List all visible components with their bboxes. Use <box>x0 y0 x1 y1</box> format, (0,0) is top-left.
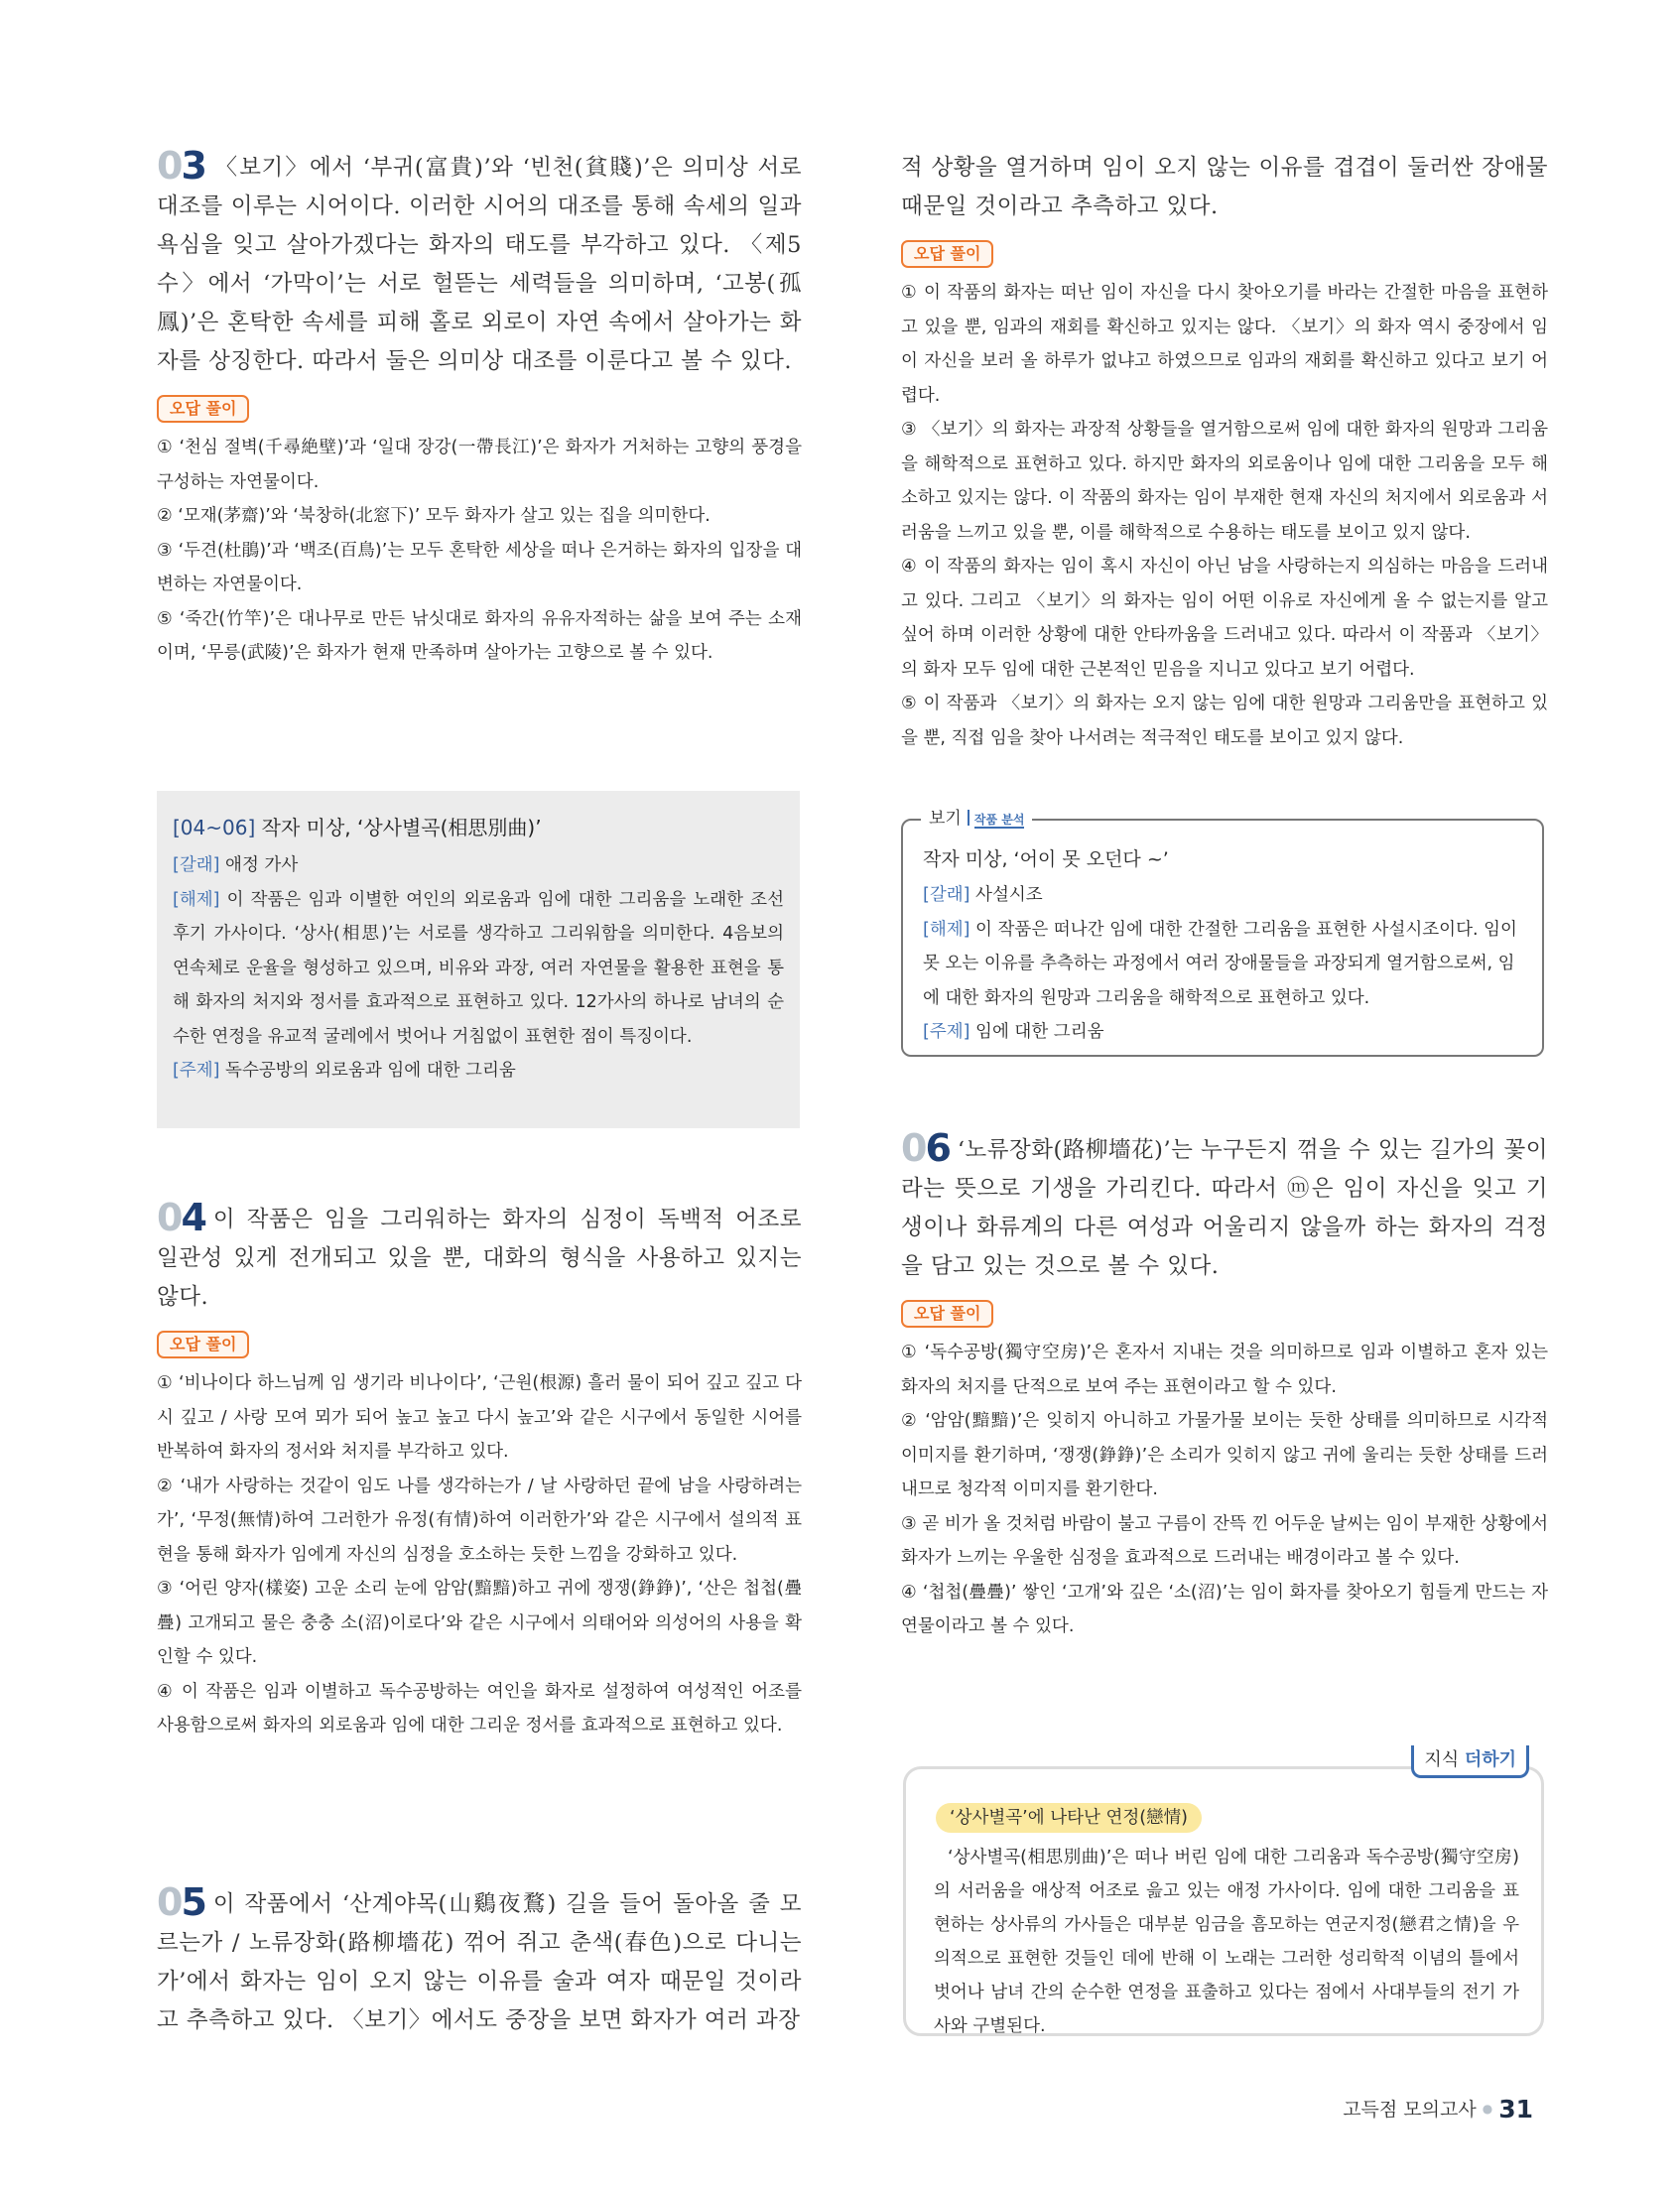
q04-section <box>157 1196 802 1743</box>
q05-continuation <box>901 149 1548 755</box>
q03-section <box>157 144 802 671</box>
page-number: 31 <box>1498 2095 1533 2124</box>
wrong-answer-item: ② ‘내가 사랑하는 것같이 임도 나를 생각하는가 / 날 사랑하던 끝에 남을 사랑하려는가’, ‘무정(無情)하여 그러한가 유정(有情)하여 이러한가’와 같은 시구에서 설의적 표현을 통해 화자가 임에게 자신의 심정을 호소하는 듯한 느낌을 강화하고 있다. <box>157 1476 802 1565</box>
wrong-answer-item: ③ 〈보기〉의 화자는 과장적 상황들을 열거함으로써 임에 대한 화자의 원망과 그리움을 해학적으로 표현하고 있다. 하지만 화자의 외로움이나 임에 대한 그리움을 모두 해소하고 있지는 않다. 이 작품의 화자는 임이 부재한 현재 자신의 처지에서 외로움과 서러움을 느끼고 있을 뿐, 이를 해학적으로 수용하는 태도를 보이고 있지 않다. <box>901 420 1548 543</box>
q06-section <box>901 1126 1548 1644</box>
page-footer <box>1343 2094 1533 2124</box>
wrong-answer-item: ③ 곧 비가 올 것처럼 바람이 불고 구름이 잔뜩 낀 어두운 날씨는 임이 부재한 상황에서 화자가 느끼는 우울한 심정을 효과적으로 드러내는 배경이라고 볼 수 있다. <box>901 1513 1548 1568</box>
question-number: 04 <box>157 1196 205 1239</box>
q04-explanation: 04 이 작품은 임을 그리워하는 화자의 심정이 독백적 어조로 일관성 있게 전개되고 있을 뿐, 대화의 형식을 사용하고 있지는 않다. <box>157 1196 802 1310</box>
question-number: 06 <box>901 1126 950 1170</box>
wrong-answer-badge: 오답 풀이 <box>157 395 249 423</box>
wrong-answer-item: ④ 이 작품은 임과 이별하고 독수공방하는 여인을 화자로 설정하여 여성적인 어조를 사용함으로써 화자의 외로움과 임에 대한 그리운 정서를 효과적으로 표현하고 있다. <box>157 1681 802 1736</box>
bogi-label: 보기 작품 분석 <box>921 807 1032 832</box>
wrong-answer-item: ① ‘독수공방(獨守空房)’은 혼자서 지내는 것을 의미하므로 임과 이별하고 혼자 있는 화자의 처지를 단적으로 보여 주는 표현이라고 할 수 있다. <box>901 1343 1548 1397</box>
bogi-theme: [주제] 임에 대한 그리움 <box>923 1022 1104 1042</box>
q06-explanation: 06 ‘노류장화(路柳墻花)’는 누구든지 꺾을 수 있는 길가의 꽃이라는 뜻으로 기생을 가리킨다. 따라서 ⓜ은 임이 자신을 잊고 기생이나 화류계의 다른 여성과 어울리지 않을까 하는 화자의 걱정을 담고 있는 것으로 볼 수 있다. <box>901 1126 1548 1279</box>
wrong-answer-badge: 오답 풀이 <box>901 240 993 268</box>
wrong-answer-badge: 오답 풀이 <box>901 1300 993 1328</box>
work-theme: [주제] 독수공방의 외로움과 임에 대한 그리움 <box>173 1061 516 1081</box>
knowledge-tip-label: 지식 더하기 <box>1411 1745 1529 1778</box>
wrong-answer-badge: 오답 풀이 <box>157 1331 249 1358</box>
wrong-answer-item: ④ ‘첩첩(疊疊)’ 쌓인 ‘고개’와 깊은 ‘소(沼)’는 임이 화자를 찾아오기 힘들게 만드는 자연물이라고 볼 수 있다. <box>901 1582 1548 1636</box>
bullet-icon: ● <box>1482 2102 1493 2116</box>
knowledge-tip-body: ‘상사별곡(相思別曲)’은 떠나 버린 임에 대한 그리움과 독수공방(獨守空房)의 서러움을 애상적 어조로 읊고 있는 애정 가사이다. 임에 대한 그리움을 표현하는 상사류의 가사들은 대부분 임금을 흠모하는 연군지정(戀君之情)을 우의적으로 표현한 것들인 데에 반해 이 노래는 그러한 성리학적 이념의 틀에서 벗어나 남녀 간의 순수한 연정을 표출하고 있다는 점에서 사대부들의 전기 가사와 구별된다. <box>934 1848 1519 2036</box>
wrong-answer-item: ③ ‘어린 양자(樣姿) 고운 소리 눈에 암암(黯黯)하고 귀에 쟁쟁(錚錚)’, ‘산은 첩첩(疊疊) 고개되고 물은 충충 소(沼)이로다’와 같은 시구에서 의태어와 의성어의 사용을 확인할 수 있다. <box>157 1579 802 1667</box>
bogi-genre: [갈래] 사설시조 <box>923 885 1043 905</box>
q05-explanation-cont: 적 상황을 열거하며 임이 오지 않는 이유를 겹겹이 둘러싼 장애물 때문일 것이라고 추측하고 있다. <box>901 155 1548 219</box>
wrong-answer-item: ① 이 작품의 화자는 떠난 임이 자신을 다시 찾아오기를 바라는 간절한 마음을 표현하고 있을 뿐, 임과의 재회를 확신하고 있지는 않다. 〈보기〉의 화자 역시 중장에서 임이 자신을 보러 올 하루가 없냐고 하였으므로 임과의 재회를 확신하고 있다고 보기 어렵다. <box>901 283 1548 406</box>
bogi-commentary: [해제] 이 작품은 떠나간 임에 대한 간절한 그리움을 표현한 사설시조이다. 임이 못 오는 이유를 추측하는 과정에서 여러 장애물들을 과장되게 열거함으로써, 임에 대한 화자의 원망과 그리움을 해학적으로 표현하고 있다. <box>923 919 1517 1008</box>
bogi-analysis-box <box>901 809 1544 1057</box>
question-number: 03 <box>157 144 205 188</box>
bogi-title: 작자 미상, ‘어이 못 오던다 ~’ <box>923 848 1169 870</box>
q05-section <box>157 1880 802 2040</box>
work-info-box <box>157 791 800 1128</box>
q05-explanation: 05 이 작품에서 ‘산계야목(山鷄夜鶩) 길을 들어 돌아올 줄 모르는가 / 노류장화(路柳墻花) 꺾어 쥐고 춘색(春色)으로 다니는가’에서 화자는 임이 오지 않는 이유를 술과 여자 때문일 것이라고 추측하고 있다. 〈보기〉에서도 중장을 보면 화자가 여러 과장 <box>157 1880 802 2033</box>
wrong-answer-item: ⑤ ‘죽간(竹竿)’은 대나무로 만든 낚싯대로 화자의 유유자적하는 삶을 보여 주는 소재이며, ‘무릉(武陵)’은 화자가 현재 만족하며 살아가는 고향으로 볼 수 있다. <box>157 608 802 663</box>
wrong-answer-item: ② ‘암암(黯黯)’은 잊히지 아니하고 가물가물 보이는 듯한 상태를 의미하므로 시각적 이미지를 환기하며, ‘쟁쟁(錚錚)’은 소리가 잊히지 않고 귀에 울리는 듯한 상태를 드러내므로 청각적 이미지를 환기한다. <box>901 1411 1548 1499</box>
wrong-answer-item: ⑤ 이 작품과 〈보기〉의 화자는 오지 않는 임에 대한 원망과 그리움만을 표현하고 있을 뿐, 직접 임을 찾아 나서려는 적극적인 태도를 보이고 있지 않다. <box>901 694 1548 748</box>
q03-explanation: 03 〈보기〉에서 ‘부귀(富貴)’와 ‘빈천(貧賤)’은 의미상 서로 대조를 이루는 시어이다. 이러한 시어의 대조를 통해 속세의 일과 욕심을 잊고 살아가겠다는 화자의 태도를 부각하고 있다. 〈제5수〉에서 ‘가막이’는 서로 헐뜯는 세력들을 의미하며, ‘고봉(孤鳳)’은 혼탁한 속세를 피해 홀로 외로이 자연 속에서 살아가는 화자를 상징한다. 따라서 둘은 의미상 대조를 이룬다고 볼 수 있다. <box>157 144 802 374</box>
work-commentary: [해제] 이 작품은 임과 이별한 여인의 외로움과 임에 대한 그리움을 노래한 조선 후기 가사이다. ‘상사(相思)’는 서로를 생각하고 그리워함을 의미한다. 4음보의 연속체로 운율을 형성하고 있으며, 비유와 과장, 여러 자연물을 활용한 표현을 통해 화자의 처지와 정서를 효과적으로 표현하고 있다. 12가사의 하나로 남녀의 순수한 연정을 유교적 굴레에서 벗어나 거침없이 표현한 점이 특징이다. <box>173 889 784 1047</box>
divider <box>968 810 969 826</box>
work-genre: [갈래] 애정 가사 <box>173 855 299 875</box>
footer-label: 고득점 모의고사 <box>1343 2099 1477 2121</box>
wrong-answer-item: ④ 이 작품의 화자는 임이 혹시 자신이 아닌 남을 사랑하는지 의심하는 마음을 드러내고 있다. 그리고 〈보기〉의 화자는 임이 어떤 이유로 자신에게 올 수 없는지를 알고 싶어 하며 이러한 상황에 대한 안타까움을 드러내고 있다. 따라서 이 작품과 〈보기〉의 화자 모두 임에 대한 근본적인 믿음을 지니고 있다고 보기 어렵다. <box>901 557 1548 680</box>
wrong-answer-item: ② ‘모재(茅齋)’와 ‘북창하(北窓下)’ 모두 화자가 살고 있는 집을 의미한다. <box>157 506 711 526</box>
wrong-answer-item: ③ ‘두견(杜鵑)’과 ‘백조(百鳥)’는 모두 혼탁한 세상을 떠나 은거하는 화자의 입장을 대변하는 자연물이다. <box>157 540 802 594</box>
question-number: 05 <box>157 1880 205 1924</box>
knowledge-tip-box <box>903 1749 1544 2036</box>
knowledge-tip-title: ‘상사별곡’에 나타난 연정(戀情) <box>936 1803 1202 1833</box>
wrong-answer-item: ① ‘비나이다 하느님께 임 생기라 비나이다’, ‘근원(根源) 흘러 물이 되어 깊고 깊고 다시 깊고 / 사랑 모여 뫼가 되어 높고 높고 다시 높고’와 같은 시구에서 동일한 시어를 반복하여 화자의 정서와 처지를 부각하고 있다. <box>157 1373 802 1462</box>
work-info-title: [04~06] 작자 미상, ‘상사별곡(相思別曲)’ <box>173 816 542 839</box>
wrong-answer-item: ① ‘천심 절벽(千尋絶壁)’과 ‘일대 장강(一帶長江)’은 화자가 거처하는 고향의 풍경을 구성하는 자연물이다. <box>157 438 802 492</box>
